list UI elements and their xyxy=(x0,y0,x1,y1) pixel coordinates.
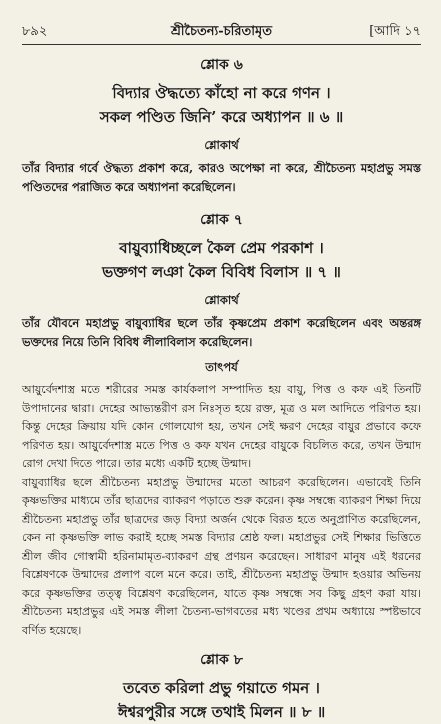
verse-line: সকল পণ্ডিত জিনি’ করে অধ্যাপন ॥ ৬ ॥ xyxy=(99,108,344,126)
verse-7 xyxy=(22,208,421,640)
verse-line: ভক্তগণ লঞা কৈল বিবিধ বিলাস ॥ ৭ ॥ xyxy=(102,263,341,281)
translation-heading: শ্লোকার্থ xyxy=(204,138,239,152)
verse-heading: শ্লোক ৬ xyxy=(200,57,243,73)
verse-6 xyxy=(22,53,421,196)
page-number: ৮৯২ xyxy=(22,24,48,39)
purport-paragraph: বায়ুব্যাধির ছলে শ্রীচৈতন্য মহাপ্রভু উন্মাদের মতো আচরণ করেছিলেন। এভাবেই তিনি কৃষ্ণভক্তির মাধ্যমে তাঁর ছাত্রদের ব্যাকরণ পড়াতে শুরু করেন। কৃষ্ণ সম্বন্ধে ব্যাকরণ শিক্ষা দিয়ে শ্রীচৈতন্য মহাপ্রভু তাঁর ছাত্রদের জড় বিদ্যা অর্জন থেকে বিরত হতে অনুপ্রাণিত করেছিলেন, কেন না কৃষ্ণভক্তি লাভ করাই হচ্ছে সমস্ত বিদ্যার শ্রেষ্ঠ ফল। মহাপ্রভুর সেই শিক্ষার ভিত্তিতে শ্রীল জীব গোস্বামী হরিনামামৃত-ব্যাকরণ গ্রন্থ প্রণয়ন করেছেন। সাধারণ মানুষ এই ধরনের বিশ্লেষণকে উন্মাদের প্রলাপ বলে মনে করে। তাই, শ্রীচৈতন্য মহাপ্রভু উন্মাদ হওয়ার অভিনয় করে কৃষ্ণভক্তির তত্ত্ব বিশ্লেষণ করেছিলেন, যাতে কৃষ্ণ সম্বন্ধে সব কিছু গ্রহণ করা যায়। শ্রীচৈতন্য মহাপ্রভুর এই সমস্ত লীলা চৈতন্য-ভাগবতের মধ্য খণ্ডের প্রথম অধ্যায়ে স্পষ্টভাবে বর্ণিত হয়েছে। xyxy=(22,475,421,637)
translation-heading: শ্লোকার্থ xyxy=(204,293,239,307)
verse-line: তবেত করিলা প্রভু গয়াতে গমন । xyxy=(123,679,320,697)
page-header xyxy=(22,22,421,42)
translation-text: তাঁর যৌবনে মহাপ্রভু বায়ুব্যাধির ছলে তাঁর কৃষ্ণপ্রেম প্রকাশ করেছিলেন এবং অন্তরঙ্গ ভক্তদের নিয়ে তিনি বিবিধ লীলাবিলাস করেছিলেন। xyxy=(22,316,421,349)
translation-text: তাঁর বিদ্যার গর্বে ঔদ্ধত্য প্রকাশ করে, কারও অপেক্ষা না করে, শ্রীচৈতন্য মহাপ্রভু সমস্ত পণ্ডিতদের পরাজিত করে অধ্যাপনা করেছিলেন। xyxy=(22,161,421,194)
purport-paragraph: আয়ুর্বেদশাস্ত্র মতে শরীরের সমস্ত কার্যকলাপ সম্পাদিত হয় বায়ু, পিত্ত ও কফ এই তিনটি উপাদানের দ্বারা। দেহের আভ্যন্তরীণ রস নিঃসৃত হয়ে রক্ত, মূত্র ও মল আদিতে পরিণত হয়। কিন্তু দেহের ক্রিয়ায় যদি কোন গোলযোগ হয়, তখন সেই ক্ষরণ দেহের বায়ুর প্রভাবে কফে পরিণত হয়। আয়ুর্বেদশাস্ত্র মতে পিত্ত ও কফ যখন দেহের বায়ুকে বিচলিত করে, তখন উন্মাদ রোগ দেখা দিতে পারে। তার মধ্যে একটি হচ্ছে উন্মাদ। xyxy=(22,383,421,470)
book-title: শ্রীচৈতন্য-চরিতামৃত xyxy=(170,24,273,39)
verse-heading: শ্লোক ৮ xyxy=(200,652,243,668)
verse-line: বায়ুব্যাধিচ্ছলে কৈল প্রেম পরকাশ । xyxy=(119,239,324,257)
verse-line: বিদ্যার ঔদ্ধত্যে কাঁহো না করে গণন । xyxy=(112,84,331,102)
verse-line: ঈশ্বরপুরীর সঙ্গে তথাই মিলন ॥ ৮ ॥ xyxy=(117,703,326,721)
purport-heading: তাৎপর্য xyxy=(205,360,238,374)
chapter-ref: [আদি ১৭ xyxy=(369,24,421,39)
verse-8 xyxy=(22,648,421,724)
verse-heading: শ্লোক ৭ xyxy=(200,212,243,228)
header-rule xyxy=(22,44,421,45)
